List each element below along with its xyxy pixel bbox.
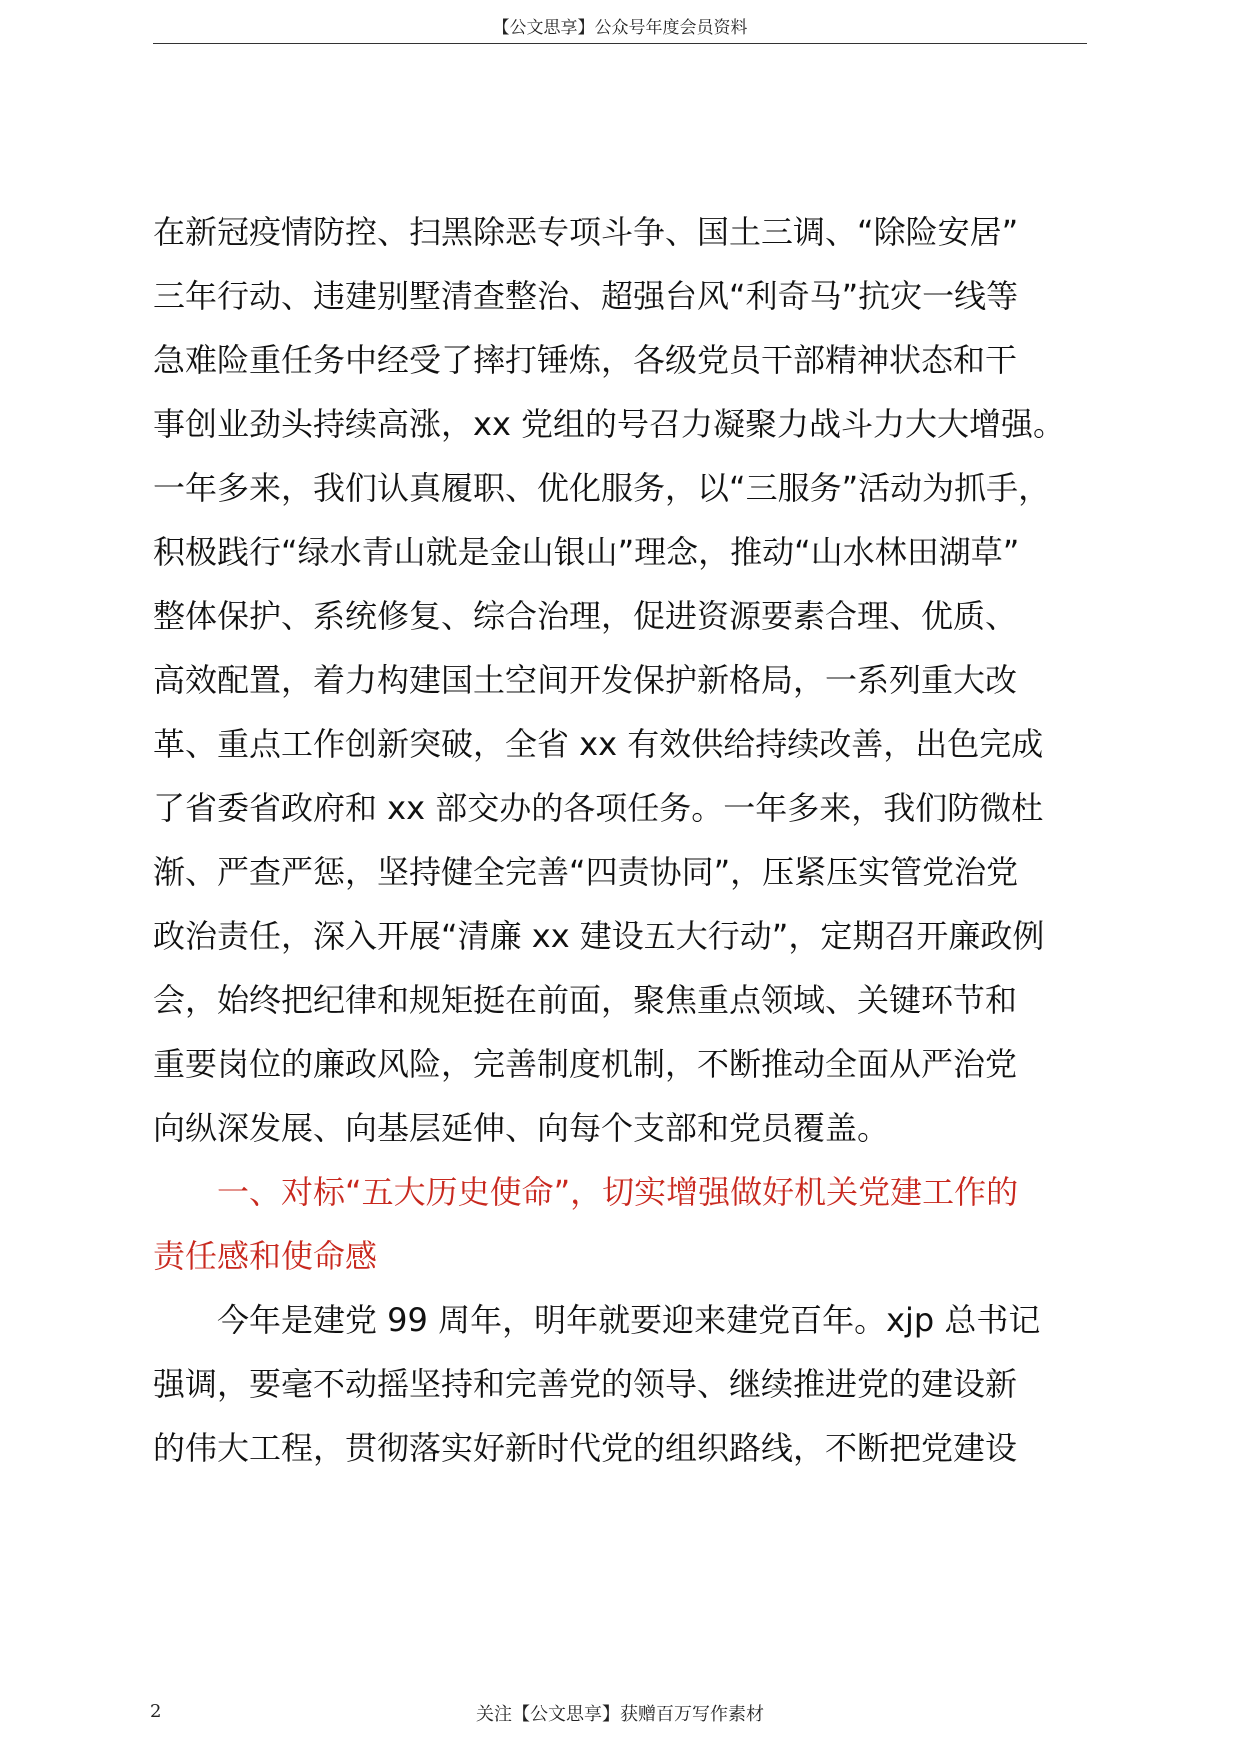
- page-footer: 关注【公文思享】获赠百万写作素材: [476, 1704, 764, 1725]
- paragraph-line: 整体保护、系统修复、综合治理，促进资源要素合理、优质、: [153, 597, 1018, 635]
- paragraph-line: 三年行动、违建别墅清查整治、超强台风“利奇马”抗灾一线等: [153, 277, 1019, 315]
- paragraph-line: 事创业劲头持续高涨，xx 党组的号召力凝聚力战斗力大大增强。: [153, 405, 1066, 443]
- paragraph-line: 强调，要毫不动摇坚持和完善党的领导、继续推进党的建设新: [153, 1365, 1018, 1403]
- paragraph-line: 今年是建党 99 周年，明年就要迎来建党百年。xjp 总书记: [217, 1301, 1041, 1339]
- paragraph-line: 重要岗位的廉政风险，完善制度机制，不断推动全面从严治党: [153, 1045, 1018, 1083]
- page-header: 【公文思享】公众号年度会员资料: [492, 18, 748, 38]
- section-heading-line: 一、对标“五大历史使命”，切实增强做好机关党建工作的: [217, 1173, 1019, 1211]
- paragraph-line: 急难险重任务中经受了摔打锤炼，各级党员干部精神状态和干: [153, 341, 1018, 379]
- paragraph-line: 积极践行“绿水青山就是金山银山”理念，推动“山水林田湖草”: [153, 533, 1020, 571]
- paragraph-line: 政治责任，深入开展“清廉 xx 建设五大行动”，定期召开廉政例: [153, 917, 1045, 955]
- header-divider: [153, 43, 1087, 44]
- paragraph-line: 革、重点工作创新突破，全省 xx 有效供给持续改善，出色完成: [153, 725, 1044, 763]
- document-body: [153, 200, 1113, 1480]
- section-heading-line: 责任感和使命感: [153, 1237, 378, 1275]
- paragraph-line: 高效配置，着力构建国土空间开发保护新格局，一系列重大改: [153, 661, 1018, 699]
- paragraph-line: 的伟大工程，贯彻落实好新时代党的组织路线，不断把党建设: [153, 1429, 1018, 1467]
- paragraph-line: 一年多来，我们认真履职、优化服务，以“三服务”活动为抓手，: [153, 469, 1051, 507]
- paragraph-line: 向纵深发展、向基层延伸、向每个支部和党员覆盖。: [153, 1109, 890, 1147]
- paragraph-line: 会，始终把纪律和规矩挺在前面，聚焦重点领域、关键环节和: [153, 981, 1018, 1019]
- paragraph-line: 了省委省政府和 xx 部交办的各项任务。一年多来，我们防微杜: [153, 789, 1044, 827]
- paragraph-line: 渐、严查严惩，坚持健全完善“四责协同”，压紧压实管党治党: [153, 853, 1019, 891]
- paragraph-line: 在新冠疫情防控、扫黑除恶专项斗争、国土三调、“除险安居”: [153, 213, 1019, 251]
- page-number: 2: [150, 1701, 162, 1722]
